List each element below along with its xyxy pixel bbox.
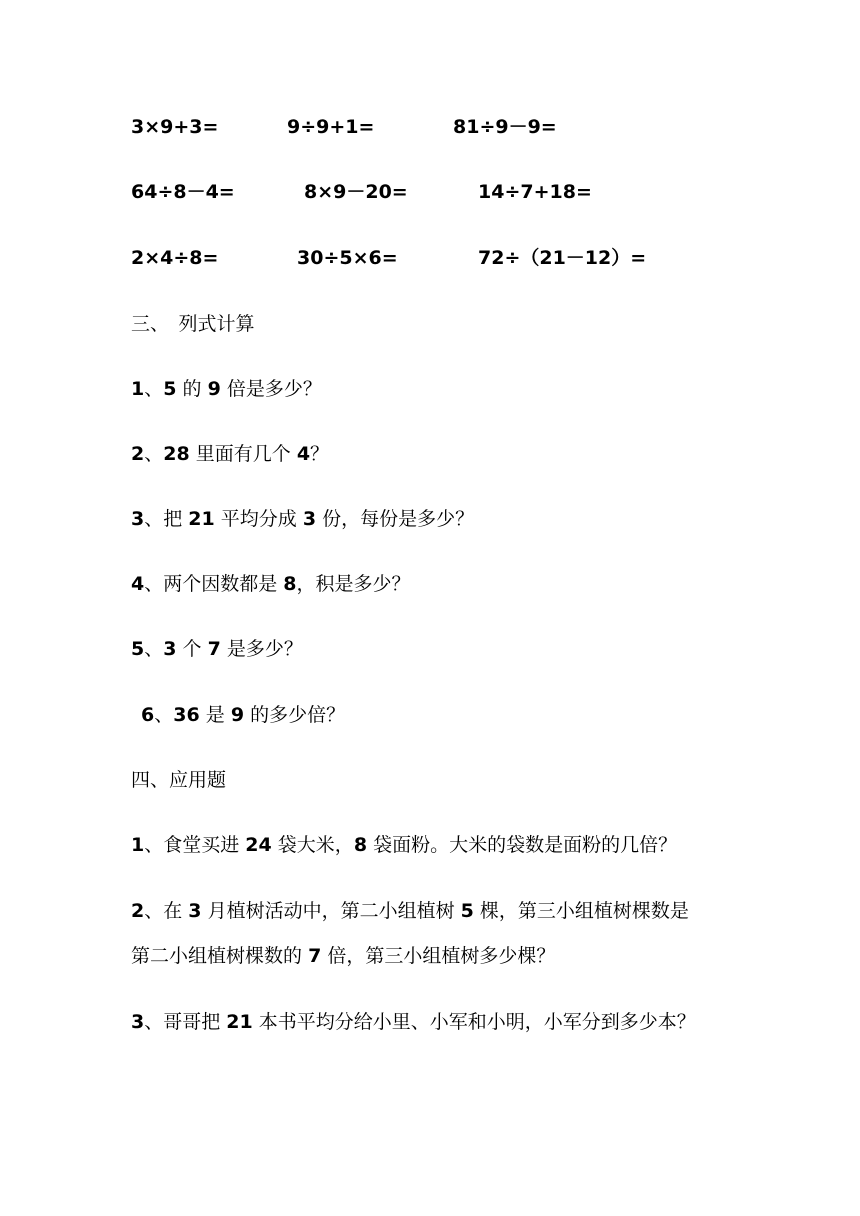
problem-text: 、在 xyxy=(144,900,183,922)
expression: 64÷8－4= xyxy=(131,181,235,203)
expression: 14÷7+18= xyxy=(478,181,592,203)
question-number: 6 xyxy=(141,704,155,726)
question-text: 里面有几个 xyxy=(195,443,291,465)
problem-3 xyxy=(131,1010,696,1034)
question-text: 、 xyxy=(144,443,164,465)
question-1 xyxy=(131,377,322,401)
question-text: 倍是多少？ xyxy=(226,378,322,400)
problem-2-line-1 xyxy=(131,899,689,923)
problem-text: 袋大米， xyxy=(277,834,354,856)
question-text: 平均分成 xyxy=(220,508,297,530)
question-6 xyxy=(141,703,345,727)
problem-number: 2 xyxy=(131,900,145,922)
problem-text: 棵，第三小组植树棵数是 xyxy=(479,900,689,922)
question-text: 、两个因数都是 xyxy=(144,573,278,595)
question-number: 5 xyxy=(131,638,145,660)
question-number-value: 28 xyxy=(163,443,190,465)
question-number: 3 xyxy=(131,508,145,530)
question-text: ，积是多少？ xyxy=(296,573,411,595)
question-2 xyxy=(131,442,329,466)
question-text: 个 xyxy=(182,638,202,660)
question-number-value: 36 xyxy=(173,704,200,726)
question-number-value: 3 xyxy=(302,508,317,530)
problem-number-value: 24 xyxy=(245,834,272,856)
question-number-value: 3 xyxy=(163,638,177,660)
question-text: 、 xyxy=(144,378,164,400)
problem-number-value: 7 xyxy=(308,945,322,967)
problem-text: 、食堂买进 xyxy=(144,834,240,856)
question-number-value: 7 xyxy=(207,638,221,660)
question-text: 是多少？ xyxy=(226,638,303,660)
section-4-title: 四、应用题 xyxy=(131,769,227,791)
question-text: 的多少倍？ xyxy=(250,704,346,726)
question-text: 份，每份是多少？ xyxy=(322,508,475,530)
problem-text: 月植树活动中，第二小组植树 xyxy=(207,900,455,922)
question-number-value: 8 xyxy=(283,573,297,595)
problem-number-value: 8 xyxy=(353,834,368,856)
question-text: 是 xyxy=(205,704,225,726)
problem-text: 第二小组植树棵数的 xyxy=(131,945,303,967)
problem-1 xyxy=(131,833,677,857)
expression: 72÷（21－12）= xyxy=(478,247,647,269)
question-number: 4 xyxy=(131,573,145,595)
expression: 3×9+3= xyxy=(131,116,219,138)
problem-number: 3 xyxy=(131,1011,145,1033)
question-text: 、 xyxy=(154,704,174,726)
problem-text: 、哥哥把 xyxy=(144,1011,221,1033)
expression: 30÷5×6= xyxy=(297,247,398,269)
question-number-value: 9 xyxy=(230,704,245,726)
question-5 xyxy=(131,637,303,661)
question-number-value: 21 xyxy=(188,508,215,530)
problem-text: 本书平均分给小里、小军和小明，小军分到多少本？ xyxy=(258,1011,696,1033)
problem-number-value: 5 xyxy=(460,900,474,922)
expression: 2×4÷8= xyxy=(131,247,219,269)
problem-2-line-2 xyxy=(131,944,555,968)
question-text: 、把 xyxy=(144,508,183,530)
question-number: 2 xyxy=(131,443,145,465)
problem-text: 倍，第三小组植树多少棵？ xyxy=(327,945,556,967)
expression: 8×9－20= xyxy=(304,181,408,203)
question-text: 的 xyxy=(182,378,202,400)
question-text: 、 xyxy=(144,638,164,660)
problem-number-value: 3 xyxy=(188,900,202,922)
question-text: ？ xyxy=(310,443,330,465)
problem-number-value: 21 xyxy=(226,1011,253,1033)
problem-text: 袋面粉。大米的袋数是面粉的几倍？ xyxy=(373,834,678,856)
section-3-title: 三、 列式计算 xyxy=(131,313,255,335)
question-number-value: 9 xyxy=(207,378,221,400)
question-number-value: 5 xyxy=(163,378,177,400)
question-number: 1 xyxy=(131,378,145,400)
question-3 xyxy=(131,507,474,531)
question-4 xyxy=(131,572,411,596)
expression: 81÷9－9= xyxy=(453,116,557,138)
question-number-value: 4 xyxy=(296,443,311,465)
expression: 9÷9+1= xyxy=(287,116,375,138)
problem-number: 1 xyxy=(131,834,145,856)
